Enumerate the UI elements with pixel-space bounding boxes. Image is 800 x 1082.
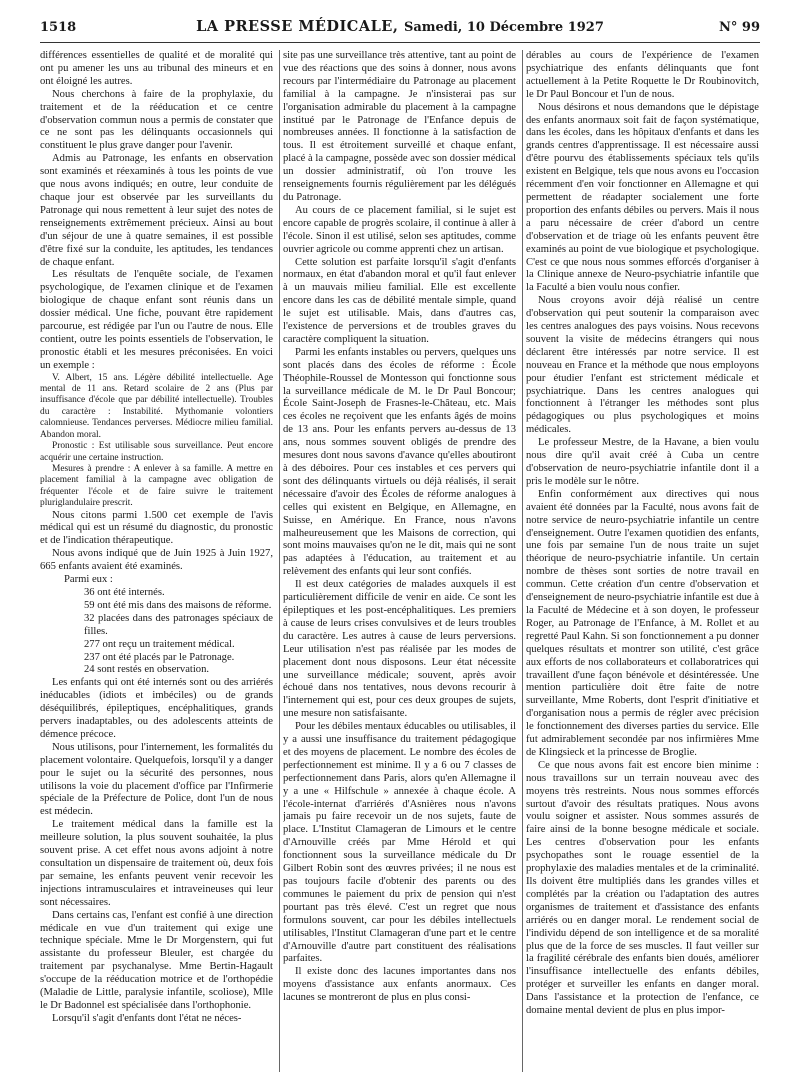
list-item: 237 ont été placés par le Patronage. xyxy=(84,651,235,663)
list-item: 24 sont restés en observation. xyxy=(84,664,210,676)
header-rule xyxy=(40,42,760,43)
paragraph: Enfin conformément aux directives qui nous avaient été données par la Faculté, nous avons fait de notre service de neuro-psychiatrie infantile un centre d'enseignement. Outre l'examen quotidien des enfants, une fois par semaine l'un de nous traite un sujet théorique de neuro-psychiatrie infantile. Un certain nombre de thèses sont sorties de notre travail en commun. Cette création d'un centre d'observation et d'enseignement de neuro-psychiatrie infantile est due à la Faculté de Médecine et à son doyen, le professeur Roger, au Patronage de l'Enfance, à M. Rollet et au regretté Paul Kahn. Si son fonctionnement a pu donner quelques résultats et montrer son utilité, c'est grâce aux efforts de nos collaborateurs et collaboratrices qui travaillent d'une façon bénévole et désintéressée. Une mention particulière doit être faite de notre surveillante, Mme Roberts, dont l'esprit d'initiative et d'organisation nous a permis de régler avec précision le fonctionnement des diverses parties du service. Elle fut admirablement secondée par nos infirmières Mme de Klingsieck et la princesse de Broglie. xyxy=(526,488,759,758)
paragraph: Il existe donc des lacunes importantes dans nos moyens d'assistance aux enfants anormaux. Ces lacunes se montreront de plus en plus consi- xyxy=(283,966,516,1004)
journal-title xyxy=(40,18,760,35)
list-item: 277 ont reçu un traitement médical. xyxy=(84,638,235,650)
example-measures: Mesures à prendre : A enlever à sa famille. A mettre en placement familial à la campagne avec obligation de fréquenter l'école et de faire suivre le traitement pluriglandulaire prescrit. xyxy=(40,463,273,509)
paragraph: Le professeur Mestre, de la Havane, a bien voulu nous dire qu'il avait créé à Cuba un centre d'observation de neuro-psychiatrie infantile dont il a pris le modèle sur le nôtre. xyxy=(526,437,759,487)
paragraph: Nous citons parmi 1.500 cet exemple de l'avis médical qui est un résumé du diagnostic, du pronostic et de l'indication thérapeutique. xyxy=(40,509,273,547)
paragraph: site pas une surveillance très attentive, tant au point de vue des réactions que des soins à donner, nous avons recours par l'intermédiaire du Patronage au placement familial à la campagne. Je n'insisterai pas sur l'organisation admirable du placement à la campagne institué par le Patronage de l'Enfance depuis de nombreuses années. Il fonctionne à la satisfaction de tous. Il est étroitement surveillé et chaque enfant, placé à la campagne, possède avec son dossier médical un dossier administratif, où l'on trouve les renseignements fournis régulièrement par les délégués du Patronage. xyxy=(283,50,516,203)
column-3 xyxy=(526,50,759,1072)
paragraph: Les enfants qui ont été internés sont ou des arriérés inéducables (idiots et imbéciles) ou de grands déséquilibrés, épileptiques, encéphalitiques, grands pervers inadaptables, ou des adolescents atteints de démence précoce. xyxy=(40,677,273,740)
paragraph: Le traitement médical dans la famille est la meilleure solution, la plus souvent souhaitée, la plus souvent prise. A cet effet nous avons adjoint à notre consultation un dispensaire de traitement où, deux fois par semaine, les enfants peuvent venir recevoir les injections intramusculaires et intraveineuses qui leur sont nécessaires. xyxy=(40,819,273,908)
paragraph: Nous cherchons à faire de la prophylaxie, du traitement et de la rééducation et ce centre d'observation commun nous a permis de constater que ce ne sont pas les délinquants occasionnels qui constituent le plus grave danger pour l'avenir. xyxy=(40,88,273,152)
paragraph: Nous désirons et nous demandons que le dépistage des enfants anormaux soit fait de façon systématique, dans les écoles, dans les hôpitaux d'enfants et dans les grands centres d'apprentissage. Il est nécessaire aussi d'être pourvu des établissements spéciaux tels qu'ils existent en Belgique, tels que nous avons eu l'occasion récemment d'en voir fonctionner en Allemagne et qui permettent de réadapter socialement une forte proportion des enfants débiles ou pervers. Mais il nous a paru nécessaire de créer d'abord un centre d'observation et de triage où les enfants peuvent être examinés au point de vue biologique et psychologique. C'est ce que nous nous sommes efforcés d'organiser à la Clinique annexe de Neuro-psychiatrie infantile que la Faculté a bien voulu nous confier. xyxy=(526,101,759,294)
column-2 xyxy=(283,50,516,1072)
paragraph: Les résultats de l'enquête sociale, de l'examen psychologique, de l'examen clinique et de l'examen biologique de chaque enfant sont réunis dans un dossier médical. Une fiche, pouvant être rapidement parcourue, est rédigée par l'un ou l'autre de nous. Elle contient, outre les points essentiels de l'observation, le pronostic établi et les mesures préconisées. En voici un exemple : xyxy=(40,269,273,371)
paragraph: Parmi les enfants instables ou pervers, quelques uns sont placés dans des écoles de réforme : École Théophile-Roussel de Montesson qui fonctionne sous la surveillance médicale de M. le Dr Paul Boncour; École Saint-Joseph de Frasnes-le-Château, etc. Mais ces écoles ne reçoivent que les enfants âgés de moins de 13 ans. Pour les enfants pervers au-dessus de 13 ans, nous sommes souvent obligés de prendre des mesures dont nous savons d'avance qu'elles aboutiront à des déboires. Pour ces instables et ces pervers qui sont des délinquants virtuels ou déjà réalisés, il serait nécessaire d'avoir des Écoles de réforme analogues à celles qui existent en Belgique, en Allemagne, en Suisse, en Amérique. En France, nous n'avons malheureusement que les Maisons de correction, qui sont moins mauvaises qu'on ne le dit, mais qui ne sont pas adaptées à l'éducation, au traitement et au relèvement des enfants qui leur sont confiés. xyxy=(283,346,516,578)
example-prognosis: Pronostic : Est utilisable sous surveillance. Peut encore acquérir une certaine instruction. xyxy=(40,441,273,463)
paragraph: Nous croyons avoir déjà réalisé un centre d'observation qui peut soutenir la comparaison avec les centres analogues des pays voisins. Nous recevons souvent la visite de médecins étrangers qui nous déclarent être intéressés par notre service. Il est nouveau en France et la méthode que nous employons pour étudier l'enfant est strictement médicale et psychiatrique. Dans les centres analogues qui fonctionnent à l'étranger les méthodes sont plus pédagogiques ou plus psychologiques et moins médicales. xyxy=(526,295,759,436)
outcome-list xyxy=(40,574,273,677)
paragraph: Pour les débiles mentaux éducables ou utilisables, il y a aussi une insuffisance du traitement pédagogique et des moyens de placement. Le nombre des écoles de perfectionnement est minime. Il y a 6 ou 7 classes de perfectionnement dans Paris, alors qu'en Allemagne il y a une « Hilfschule » annexée à chaque école. A l'école-internat d'arriérés d'Asnières nous n'avons jamais pu faire recevoir un de nos sujets, faute de place. L'Institut Clamageran de Limours et le centre d'Arnouville créés par Mme Hérold et qui fonctionnent sous la surveillance médicale du Dr Gilbert Robin sont des œuvres privées; il ne nous est pas toujours facile d'obtenir des parents ou des communes le paiement du prix de pension qui n'est pourtant pas très élevé. C'est un regret que nous formulons souvent, car pour les débiles intellectuels utilisables, l'Institut Clamageran d'une part et le centre d'Arnouville d'autre part constituent des réalisations parfaites. xyxy=(283,721,516,965)
paragraph: Ce que nous avons fait est encore bien minime : nous travaillons sur un terrain nouveau avec des moyens très restreints. Nous nous sommes efforcés surtout d'avoir des résultats pratiques. Nous avons voulu soigner et assister. Nous sommes assurés de faire ainsi de la bonne besogne médicale et sociale. Les centres d'observation pour les enfants psychopathes sont le rouage essentiel de la prophylaxie des maladies mentales et de la criminalité. Ils doivent être multipliés dans les grandes villes et complétés par la création ou l'adaptation des autres organismes de traitement et d'assistance des enfants arriérés ou en danger moral. Le rendement social de l'individu dépend de son intelligence et de sa moralité plus que de la force de ses muscles. Il faut veiller sur la fragilité cérébrale des enfants bien doués, améliorer l'insuffisance intellectuelle des enfants débiles, protéger et surveiller les enfants en danger moral. Dans l'assistance et la protection de l'enfance, ce domaine mental devient de plus en plus impor- xyxy=(526,759,759,1017)
paragraph: Lorsqu'il s'agit d'enfants dont l'état ne néces- xyxy=(52,1012,242,1024)
example-case: V. Albert, 15 ans. Légère débilité intellectuelle. Age mental de 11 ans. Retard scolaire de 2 ans (Plus par insuffisance d'école que par débilité intellectuelle). Troubles du caractère : Instabilité. Mythomanie volontiers calomnieuse. Tendances perverses. Médiocre milieu familial. Abandon moral. xyxy=(40,372,273,440)
paragraph: Admis au Patronage, les enfants en observation sont examinés et réexaminés à tous les points de vue que nous avons indiqués; en outre, leur conduite de chaque jour est observée par les surveillants du Patronage qui nous remettent à leur sujet des notes de renseignements extrêmement précieux. Ainsi au bout d'un séjour de une à quatre semaines, il est possible d'être fixé sur la conduite, les aptitudes, les tendances de chaque enfant. xyxy=(40,153,273,268)
issue-date: Samedi, 10 Décembre 1927 xyxy=(403,20,604,35)
list-item: 59 ont été mis dans des maisons de réforme. xyxy=(84,599,272,611)
list-item: 36 ont été internés. xyxy=(84,586,165,598)
paragraph: Dans certains cas, l'enfant est confié à une direction médicale en vue d'un traitement qui exige une technique spéciale. Mme le Dr Morgenstern, qui fut assistante du professeur Bleuler, est chargée du traitement par psychanalyse. Mme Bertin-Hagault s'occupe de la rééducation motrice et de l'orthopédie (Maladie de Little, paralysie infantile, scoliose), Mlle le Dr Badonnel est spécialisée dans l'orthophonie. xyxy=(40,909,273,1011)
paragraph: Il est deux catégories de malades auxquels il est particulièrement difficile de venir en aide. Ce sont les épileptiques et les post-encéphalitiques. Les premiers à cause de leurs crises convulsives et de leurs troubles du caractère. Les autres à cause de leurs perversions. Leur utilisation n'est pas réalisée par les modes de placement dont nous disposons. Leur état nécessite une surveillance médicale; souvent, après avoir échoué dans nos tentatives, nous devons recourir à l'internement qui est, pour ces deux groupes de sujets, une mesure non satisfaisante. xyxy=(283,579,516,720)
paragraph: dérables au cours de l'expérience de l'examen psychiatrique des enfants délinquants que font actuellement à la Petite Roquette le Dr Roubinovitch, le Dr Paul Boncour et l'un de nous. xyxy=(526,50,759,100)
running-header xyxy=(40,18,760,40)
article-body xyxy=(40,50,760,1072)
list-intro: Parmi eux : xyxy=(64,574,113,586)
page-number: 1518 xyxy=(40,20,77,35)
issue-number: N° 99 xyxy=(719,20,760,35)
list-item: 32 placées dans des patronages spéciaux de filles. xyxy=(84,612,273,637)
journal-name: LA PRESSE MÉDICALE, xyxy=(196,18,399,35)
paragraph: Au cours de ce placement familial, si le sujet est encore capable de progrès scolaire, il continue à aller à l'école. Sinon il est utilisé, selon ses aptitudes, comme ouvrier agricole ou comme apprenti chez un artisan. xyxy=(283,204,516,255)
column-1 xyxy=(40,50,273,1072)
paragraph: Nous avons indiqué que de Juin 1925 à Juin 1927, 665 enfants avaient été examinés. xyxy=(40,548,273,573)
paragraph: Nous utilisons, pour l'internement, les formalités du placement volontaire. Quelquefois, lorsqu'il y a danger pour le sujet ou la sécurité des personnes, nous utilisons la voie du placement d'office par l'Infirmerie spéciale de la Préfecture de Police, dont l'un de nous est médecin. xyxy=(40,741,273,818)
paragraph: différences essentielles de qualité et de moralité qui ont pu amener les uns au tribunal des mineurs et en ont éloigné les autres. xyxy=(40,50,273,87)
paragraph: Cette solution est parfaite lorsqu'il s'agit d'enfants normaux, en état d'abandon moral et qu'il faut enlever à un mauvais milieu familial. Elle est excellente encore dans les cas de débilité mentale simple, quand le sujet est utilisable. Mais, dans d'autres cas, l'existence de perversions et de troubles graves du caractère compliquent la situation. xyxy=(283,256,516,345)
